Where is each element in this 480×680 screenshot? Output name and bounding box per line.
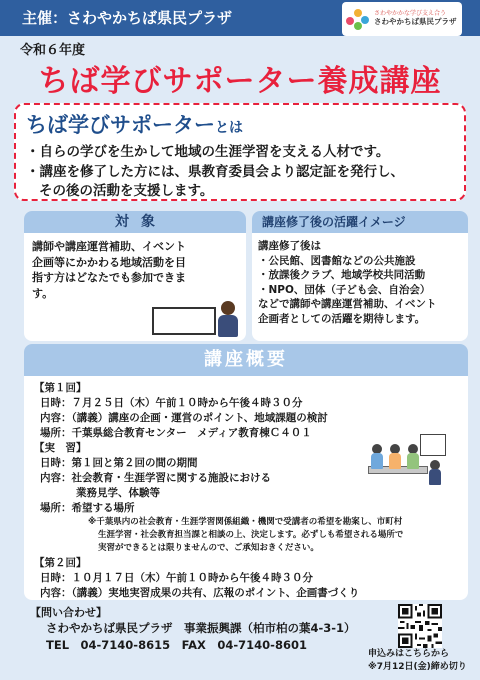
definition-line-3: その後の活動を支援します。: [39, 183, 214, 199]
whiteboard-illustration: [152, 307, 216, 335]
session1-content: 内容：（講義）講座の企画・運営のポイント、地域課題の検討: [40, 412, 328, 424]
practice-note-2: 生涯学習・社会教育担当課と相談の上、決定します。必ずしも希望される場所で: [98, 530, 404, 540]
definition-term: ちば学びサポーター: [26, 113, 215, 137]
logo-name: さわやかちば県民プラザ: [374, 17, 457, 27]
after-course-line: などで講師や講座運営補助、イベント: [258, 298, 437, 310]
target-title: 対象: [24, 211, 246, 233]
application-qr-code[interactable]: [398, 604, 442, 648]
contact-phone-fax: TEL 04-7140-8615 FAX 04-7140-8601: [46, 638, 307, 652]
practice-place: 場所：希望する場所: [40, 502, 135, 514]
after-course-line: ・NPO、団体（子ども会、自治会）: [258, 283, 431, 296]
definition-line-1: ・自らの学びを生かして地域の生涯学習を支える人材です。: [26, 144, 390, 160]
session1-place: 場所：千葉県総合教育センター メディア教育棟Ｃ４０１: [40, 427, 312, 439]
after-course-box: [252, 211, 468, 341]
session2-content: 内容：（講義）実地実習成果の共有、広報のポイント、企画書づくり: [40, 587, 360, 599]
instructor-illustration: [216, 301, 240, 339]
practice-date: 日時：第１回と第２回の間の期間: [40, 457, 198, 469]
classroom-illustration: [360, 430, 448, 494]
target-box: [24, 211, 246, 341]
after-course-title: 講座修了後の活躍イメージ: [252, 211, 468, 233]
practice-label: 【実 習】: [34, 442, 87, 454]
page-title: ちば学びサポーター養成講座: [38, 64, 442, 99]
contact-heading: 【問い合わせ】: [30, 606, 107, 619]
target-line: 企画等にかかわる地域活動を目: [32, 255, 186, 269]
deadline-note: ※7月12日(金)締め切り: [368, 662, 467, 672]
header-band: [0, 0, 480, 36]
practice-content-cont: 業務見学、体験等: [76, 487, 160, 499]
practice-note-3: 実習ができるとは限りませんので、ご承知おきください。: [98, 543, 319, 553]
definition-line-2: ・講座を修了した方には、県教育委員会より認定証を発行し、: [26, 164, 404, 180]
definition-box: [14, 103, 466, 201]
after-course-line: ・公民館、図書館などの公共施設: [258, 254, 416, 267]
session1-date: 日時：７月２５日（木）午前１０時から午後４時３０分: [40, 397, 303, 409]
session2-date: 日時：１０月１７日（木）午前１０時から午後４時３０分: [40, 572, 313, 584]
target-line: 指す方はどなたでも参加できま: [32, 271, 186, 284]
fiscal-year: 令和６年度: [20, 43, 86, 58]
overview-title: 講座概要: [24, 344, 468, 376]
session2-label: 【第２回】: [34, 557, 87, 569]
plaza-logo: [342, 2, 462, 36]
apply-link-text[interactable]: 申込みはこちらから: [368, 649, 450, 659]
definition-suffix: とは: [215, 120, 243, 136]
after-course-line: 企画者としての活躍を期待します。: [258, 312, 426, 325]
organizer-label: 主催：さわやかちば県民プラザ: [22, 9, 233, 27]
after-course-line: 講座修了後は: [258, 240, 321, 252]
target-line: す。: [32, 286, 54, 300]
contact-organization: さわやかちば県民プラザ 事業振興課（柏市柏の葉4-3-1）: [46, 621, 356, 635]
practice-note-1: ※千葉県内の社会教育・生涯学習関係組織・機関で受講者の希望を勘案し、市町村: [88, 517, 403, 527]
practice-content: 内容：社会教育・生涯学習に関する施設における: [40, 472, 271, 484]
logo-tagline: さわやかかな学び支え合う: [374, 10, 447, 18]
after-course-line: ・放課後クラブ、地域学校共同活動: [258, 269, 426, 281]
logo-mark-icon: [346, 7, 370, 31]
target-line: 講師や講座運営補助、イベント: [32, 240, 186, 253]
session1-label: 【第１回】: [34, 382, 87, 394]
